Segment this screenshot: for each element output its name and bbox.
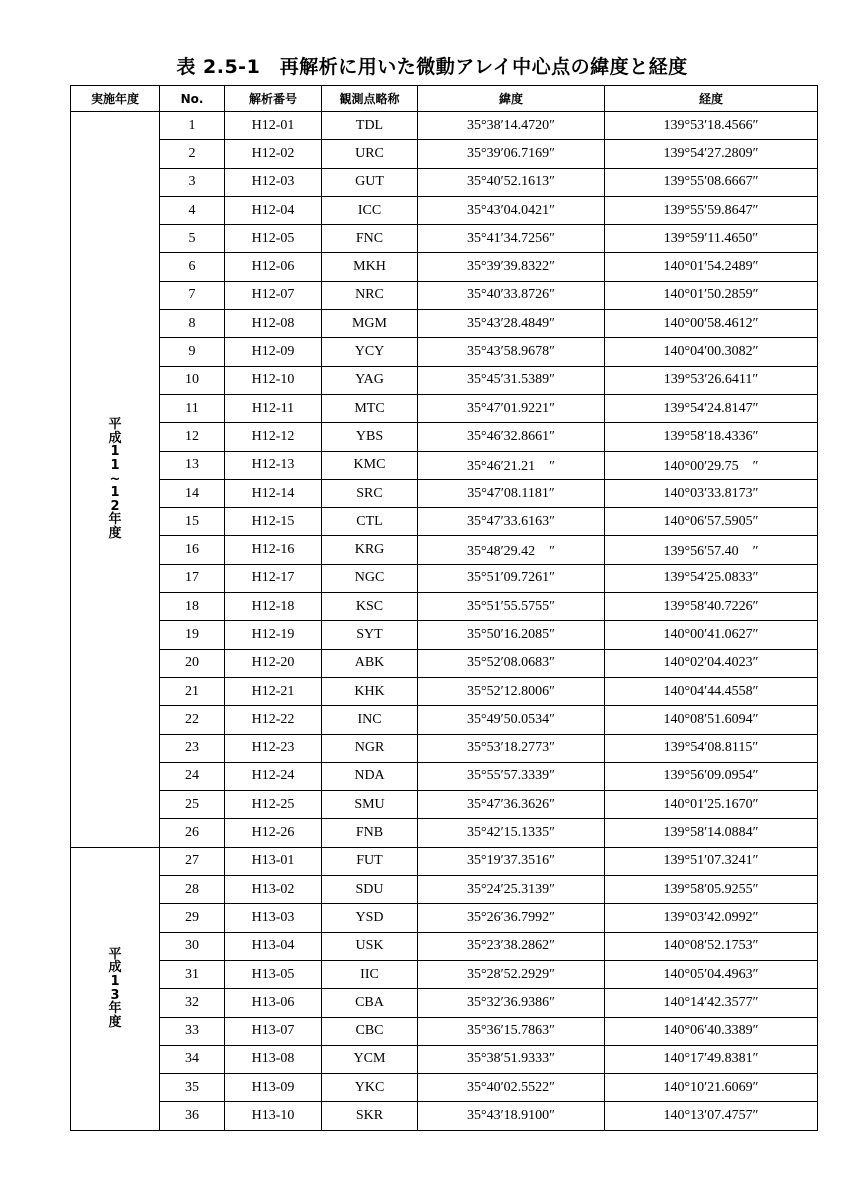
cell-station: GUT xyxy=(322,168,418,196)
cell-station: TDL xyxy=(322,112,418,140)
table-row xyxy=(71,394,818,422)
cell-station: KHK xyxy=(322,677,418,705)
cell-latitude: 35°51′55.5755″ xyxy=(418,593,605,621)
table-row xyxy=(71,989,818,1017)
cell-no: 13 xyxy=(160,451,225,479)
cell-analysis-no: H12-10 xyxy=(225,366,322,394)
cell-latitude: 35°55′57.3339″ xyxy=(418,762,605,790)
cell-station: NGR xyxy=(322,734,418,762)
cell-latitude: 35°52′08.0683″ xyxy=(418,649,605,677)
cell-no: 30 xyxy=(160,932,225,960)
cell-latitude: 35°50′16.2085″ xyxy=(418,621,605,649)
cell-latitude: 35°51′09.7261″ xyxy=(418,564,605,592)
cell-longitude: 139°54′08.8115″ xyxy=(605,734,818,762)
table-row xyxy=(71,423,818,451)
table-row xyxy=(71,876,818,904)
cell-longitude: 140°00′58.4612″ xyxy=(605,310,818,338)
cell-station: YCY xyxy=(322,338,418,366)
cell-station: YSD xyxy=(322,904,418,932)
cell-no: 14 xyxy=(160,479,225,507)
cell-no: 6 xyxy=(160,253,225,281)
cell-station: FUT xyxy=(322,847,418,875)
cell-no: 10 xyxy=(160,366,225,394)
cell-station: YAG xyxy=(322,366,418,394)
cell-longitude: 140°14′42.3577″ xyxy=(605,989,818,1017)
cell-station: KMC xyxy=(322,451,418,479)
cell-analysis-no: H13-07 xyxy=(225,1017,322,1045)
cell-analysis-no: H12-24 xyxy=(225,762,322,790)
cell-latitude: 35°19′37.3516″ xyxy=(418,847,605,875)
cell-station: NDA xyxy=(322,762,418,790)
table-row xyxy=(71,819,818,847)
header-longitude: 経度 xyxy=(605,86,818,112)
table-title: 表 2.5-1 再解析に用いた微動アレイ中心点の緯度と経度 xyxy=(176,56,688,78)
table-row xyxy=(71,791,818,819)
table-row xyxy=(71,1045,818,1073)
cell-longitude: 140°08′52.1753″ xyxy=(605,932,818,960)
table-row xyxy=(71,932,818,960)
cell-station: NRC xyxy=(322,281,418,309)
cell-longitude: 140°10′21.6069″ xyxy=(605,1074,818,1102)
cell-no: 25 xyxy=(160,791,225,819)
year-group-label: 平成13年度 xyxy=(108,946,122,1030)
cell-analysis-no: H12-02 xyxy=(225,140,322,168)
cell-analysis-no: H13-02 xyxy=(225,876,322,904)
cell-station: FNB xyxy=(322,819,418,847)
cell-no: 27 xyxy=(160,847,225,875)
cell-latitude: 35°24′25.3139″ xyxy=(418,876,605,904)
cell-latitude: 35°40′52.1613″ xyxy=(418,168,605,196)
cell-longitude: 140°03′33.8173″ xyxy=(605,479,818,507)
cell-latitude: 35°23′38.2862″ xyxy=(418,932,605,960)
cell-analysis-no: H12-14 xyxy=(225,479,322,507)
year-group-label: 平成11~12年度 xyxy=(108,416,122,542)
header-analysis-no: 解析番号 xyxy=(225,86,322,112)
table-row xyxy=(71,960,818,988)
cell-no: 20 xyxy=(160,649,225,677)
cell-analysis-no: H12-20 xyxy=(225,649,322,677)
cell-longitude: 139°56′09.0954″ xyxy=(605,762,818,790)
cell-latitude: 35°42′15.1335″ xyxy=(418,819,605,847)
cell-no: 36 xyxy=(160,1102,225,1130)
cell-latitude: 35°46′32.8661″ xyxy=(418,423,605,451)
cell-longitude: 139°59′11.4650″ xyxy=(605,225,818,253)
cell-analysis-no: H13-09 xyxy=(225,1074,322,1102)
cell-latitude: 35°45′31.5389″ xyxy=(418,366,605,394)
cell-no: 3 xyxy=(160,168,225,196)
cell-analysis-no: H12-13 xyxy=(225,451,322,479)
table-row xyxy=(71,677,818,705)
cell-analysis-no: H12-21 xyxy=(225,677,322,705)
cell-longitude: 139°58′18.4336″ xyxy=(605,423,818,451)
cell-analysis-no: H13-08 xyxy=(225,1045,322,1073)
cell-analysis-no: H12-04 xyxy=(225,196,322,224)
table-row xyxy=(71,140,818,168)
table-row xyxy=(71,112,818,140)
cell-latitude: 35°41′34.7256″ xyxy=(418,225,605,253)
cell-analysis-no: H13-06 xyxy=(225,989,322,1017)
cell-station: ABK xyxy=(322,649,418,677)
cell-latitude: 35°43′28.4849″ xyxy=(418,310,605,338)
cell-no: 26 xyxy=(160,819,225,847)
cell-longitude: 140°06′40.3389″ xyxy=(605,1017,818,1045)
cell-no: 15 xyxy=(160,508,225,536)
cell-latitude: 35°39′39.8322″ xyxy=(418,253,605,281)
cell-analysis-no: H12-03 xyxy=(225,168,322,196)
table-row xyxy=(71,1074,818,1102)
cell-latitude: 35°49′50.0534″ xyxy=(418,706,605,734)
cell-latitude: 35°47′36.3626″ xyxy=(418,791,605,819)
cell-latitude: 35°40′33.8726″ xyxy=(418,281,605,309)
table-row xyxy=(71,1017,818,1045)
cell-analysis-no: H12-11 xyxy=(225,394,322,422)
cell-analysis-no: H12-05 xyxy=(225,225,322,253)
cell-longitude: 140°00′41.0627″ xyxy=(605,621,818,649)
cell-station: YCM xyxy=(322,1045,418,1073)
cell-analysis-no: H13-10 xyxy=(225,1102,322,1130)
table-row xyxy=(71,536,818,564)
cell-latitude: 35°53′18.2773″ xyxy=(418,734,605,762)
cell-longitude: 139°51′07.3241″ xyxy=(605,847,818,875)
cell-longitude: 140°08′51.6094″ xyxy=(605,706,818,734)
cell-latitude: 35°43′04.0421″ xyxy=(418,196,605,224)
cell-station: IIC xyxy=(322,960,418,988)
cell-no: 32 xyxy=(160,989,225,1017)
cell-latitude: 35°26′36.7992″ xyxy=(418,904,605,932)
cell-no: 35 xyxy=(160,1074,225,1102)
cell-station: SKR xyxy=(322,1102,418,1130)
cell-analysis-no: H12-12 xyxy=(225,423,322,451)
cell-longitude: 139°54′27.2809″ xyxy=(605,140,818,168)
cell-station: FNC xyxy=(322,225,418,253)
cell-longitude: 140°04′44.4558″ xyxy=(605,677,818,705)
cell-longitude: 140°04′00.3082″ xyxy=(605,338,818,366)
cell-longitude: 140°13′07.4757″ xyxy=(605,1102,818,1130)
cell-station: CBA xyxy=(322,989,418,1017)
table-row xyxy=(71,904,818,932)
cell-station: CTL xyxy=(322,508,418,536)
table-row xyxy=(71,621,818,649)
table-row xyxy=(71,734,818,762)
table-row xyxy=(71,706,818,734)
cell-station: USK xyxy=(322,932,418,960)
station-coordinates-table xyxy=(70,85,818,1131)
cell-station: KSC xyxy=(322,593,418,621)
cell-station: CBC xyxy=(322,1017,418,1045)
cell-latitude: 35°36′15.7863″ xyxy=(418,1017,605,1045)
cell-analysis-no: H12-17 xyxy=(225,564,322,592)
table-row xyxy=(71,338,818,366)
cell-latitude: 35°32′36.9386″ xyxy=(418,989,605,1017)
cell-analysis-no: H12-23 xyxy=(225,734,322,762)
cell-longitude: 139°56′57.40 ″ xyxy=(605,536,818,564)
cell-no: 11 xyxy=(160,394,225,422)
cell-no: 33 xyxy=(160,1017,225,1045)
cell-longitude: 140°02′04.4023″ xyxy=(605,649,818,677)
cell-analysis-no: H12-08 xyxy=(225,310,322,338)
table-row xyxy=(71,508,818,536)
cell-station: MTC xyxy=(322,394,418,422)
cell-no: 9 xyxy=(160,338,225,366)
cell-no: 16 xyxy=(160,536,225,564)
cell-no: 18 xyxy=(160,593,225,621)
table-row xyxy=(71,593,818,621)
cell-station: MKH xyxy=(322,253,418,281)
cell-longitude: 139°58′40.7226″ xyxy=(605,593,818,621)
cell-analysis-no: H12-06 xyxy=(225,253,322,281)
cell-latitude: 35°47′08.1181″ xyxy=(418,479,605,507)
cell-longitude: 140°01′50.2859″ xyxy=(605,281,818,309)
cell-longitude: 139°53′18.4566″ xyxy=(605,112,818,140)
cell-longitude: 140°17′49.8381″ xyxy=(605,1045,818,1073)
cell-no: 19 xyxy=(160,621,225,649)
cell-no: 4 xyxy=(160,196,225,224)
table-row xyxy=(71,225,818,253)
cell-latitude: 35°28′52.2929″ xyxy=(418,960,605,988)
cell-station: SRC xyxy=(322,479,418,507)
cell-station: SYT xyxy=(322,621,418,649)
cell-latitude: 35°43′58.9678″ xyxy=(418,338,605,366)
cell-analysis-no: H12-07 xyxy=(225,281,322,309)
cell-no: 24 xyxy=(160,762,225,790)
cell-analysis-no: H12-09 xyxy=(225,338,322,366)
cell-longitude: 140°01′54.2489″ xyxy=(605,253,818,281)
cell-no: 34 xyxy=(160,1045,225,1073)
cell-latitude: 35°47′33.6163″ xyxy=(418,508,605,536)
cell-latitude: 35°48′29.42 ″ xyxy=(418,536,605,564)
cell-longitude: 140°01′25.1670″ xyxy=(605,791,818,819)
cell-analysis-no: H12-19 xyxy=(225,621,322,649)
cell-longitude: 139°54′25.0833″ xyxy=(605,564,818,592)
table-row xyxy=(71,366,818,394)
cell-no: 5 xyxy=(160,225,225,253)
header-year: 実施年度 xyxy=(71,86,160,112)
cell-latitude: 35°46′21.21 ″ xyxy=(418,451,605,479)
cell-latitude: 35°38′14.4720″ xyxy=(418,112,605,140)
cell-analysis-no: H13-05 xyxy=(225,960,322,988)
cell-longitude: 139°58′14.0884″ xyxy=(605,819,818,847)
table-row xyxy=(71,196,818,224)
cell-longitude: 139°03′42.0992″ xyxy=(605,904,818,932)
cell-latitude: 35°39′06.7169″ xyxy=(418,140,605,168)
cell-no: 8 xyxy=(160,310,225,338)
table-row xyxy=(71,479,818,507)
year-group-cell xyxy=(71,847,160,1130)
cell-latitude: 35°43′18.9100″ xyxy=(418,1102,605,1130)
table-row xyxy=(71,281,818,309)
table-row xyxy=(71,762,818,790)
cell-analysis-no: H13-03 xyxy=(225,904,322,932)
cell-no: 12 xyxy=(160,423,225,451)
cell-analysis-no: H12-26 xyxy=(225,819,322,847)
table-body xyxy=(71,112,818,1131)
cell-no: 22 xyxy=(160,706,225,734)
cell-latitude: 35°40′02.5522″ xyxy=(418,1074,605,1102)
cell-no: 7 xyxy=(160,281,225,309)
cell-station: NGC xyxy=(322,564,418,592)
cell-station: ICC xyxy=(322,196,418,224)
cell-no: 2 xyxy=(160,140,225,168)
cell-longitude: 140°06′57.5905″ xyxy=(605,508,818,536)
cell-station: YKC xyxy=(322,1074,418,1102)
header-row xyxy=(71,86,818,112)
cell-station: MGM xyxy=(322,310,418,338)
cell-latitude: 35°47′01.9221″ xyxy=(418,394,605,422)
table-row xyxy=(71,310,818,338)
cell-no: 1 xyxy=(160,112,225,140)
cell-longitude: 139°55′08.6667″ xyxy=(605,168,818,196)
cell-analysis-no: H12-25 xyxy=(225,791,322,819)
table-row xyxy=(71,847,818,875)
cell-longitude: 140°00′29.75 ″ xyxy=(605,451,818,479)
cell-longitude: 139°54′24.8147″ xyxy=(605,394,818,422)
header-no: No. xyxy=(160,86,225,112)
cell-latitude: 35°38′51.9333″ xyxy=(418,1045,605,1073)
cell-no: 28 xyxy=(160,876,225,904)
header-latitude: 緯度 xyxy=(418,86,605,112)
table-row xyxy=(71,564,818,592)
table-row xyxy=(71,1102,818,1130)
header-station: 観測点略称 xyxy=(322,86,418,112)
cell-longitude: 139°53′26.6411″ xyxy=(605,366,818,394)
cell-analysis-no: H12-16 xyxy=(225,536,322,564)
cell-no: 17 xyxy=(160,564,225,592)
table-row xyxy=(71,253,818,281)
table-row xyxy=(71,451,818,479)
cell-no: 31 xyxy=(160,960,225,988)
cell-no: 21 xyxy=(160,677,225,705)
cell-station: SMU xyxy=(322,791,418,819)
table-row xyxy=(71,649,818,677)
cell-analysis-no: H12-01 xyxy=(225,112,322,140)
cell-no: 23 xyxy=(160,734,225,762)
year-group-cell xyxy=(71,112,160,848)
cell-latitude: 35°52′12.8006″ xyxy=(418,677,605,705)
cell-longitude: 139°58′05.9255″ xyxy=(605,876,818,904)
cell-analysis-no: H13-01 xyxy=(225,847,322,875)
cell-longitude: 139°55′59.8647″ xyxy=(605,196,818,224)
cell-analysis-no: H13-04 xyxy=(225,932,322,960)
cell-longitude: 140°05′04.4963″ xyxy=(605,960,818,988)
table-row xyxy=(71,168,818,196)
cell-station: YBS xyxy=(322,423,418,451)
cell-analysis-no: H12-15 xyxy=(225,508,322,536)
cell-analysis-no: H12-22 xyxy=(225,706,322,734)
cell-station: INC xyxy=(322,706,418,734)
cell-station: SDU xyxy=(322,876,418,904)
cell-station: URC xyxy=(322,140,418,168)
cell-analysis-no: H12-18 xyxy=(225,593,322,621)
cell-station: KRG xyxy=(322,536,418,564)
cell-no: 29 xyxy=(160,904,225,932)
